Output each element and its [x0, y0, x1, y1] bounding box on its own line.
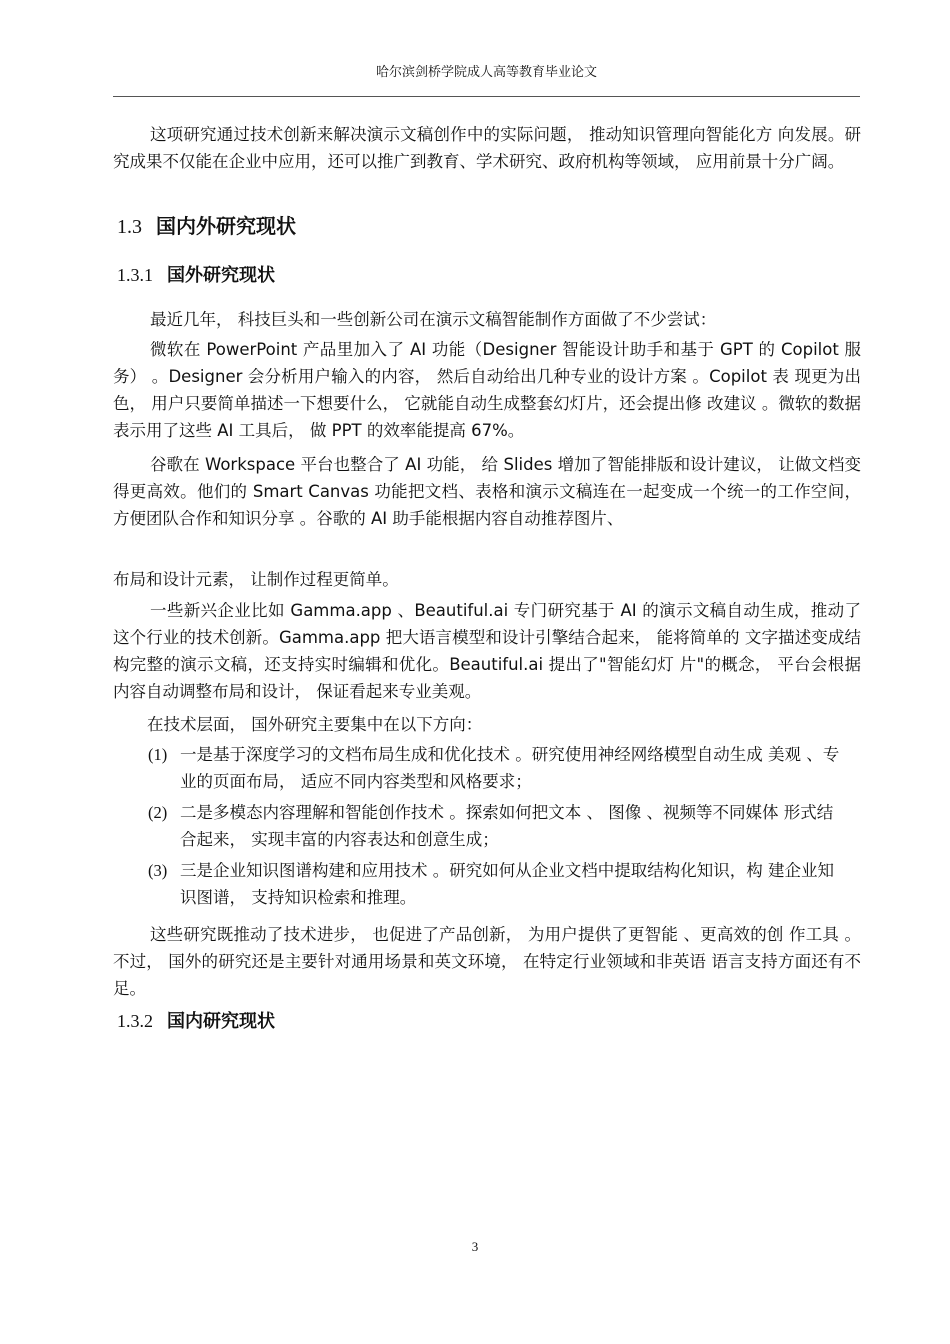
paragraph-google-continued: 布局和设计元素， 让制作过程更简单。 [113, 570, 399, 589]
subsection-heading-1-3-2 [117, 1007, 275, 1036]
list-item [148, 857, 848, 911]
list-item-text: 二是多模态内容理解和智能创作技术 。探索如何把文本 、 图像 、视频等不同媒体 形式结合起来， 实现丰富的内容表达和创意生成； [180, 803, 834, 849]
paragraph-tech-intro: 在技术层面， 国外研究主要集中在以下方向： [147, 715, 483, 734]
page-header: 哈尔滨剑桥学院成人高等教育毕业论文 [375, 65, 597, 80]
paragraph-microsoft: 微软在 PowerPoint 产品里加入了 AI 功能（Designer 智能设计助手和基于 GPT 的 Copilot 服务） 。Designer 会分析用户输入的内容， 然后自动给出几种专业的设计方案 。Copilot 表 现更为出色， 用户只要简单描述一下想要什么， 它就能自动生成整套幻灯片，还会提出修 改建议 。微软的数据表示用了这些 AI 工具后， 做 PPT 的效率能提高 67%。 [113, 340, 861, 440]
page-number: 3 [471, 1239, 479, 1254]
subsection-title: 国外研究现状 [167, 265, 275, 286]
list-item-number: (3) [148, 861, 168, 880]
paragraph-summary: 这些研究既推动了技术进步， 也促进了产品创新， 为用户提供了更智能 、更高效的创 作工具 。不过， 国外的研究还是主要针对通用场景和英文环境， 在特定行业领域和非英语 语言支持方面还有不足。 [113, 925, 861, 998]
list-item [148, 741, 848, 795]
intro-paragraph: 这项研究通过技术创新来解决演示文稿创作中的实际问题， 推动知识管理向智能化方 向发展。研究成果不仅能在企业中应用，还可以推广到教育、学术研究、政府机构等领域， 应用前景十分广阔。 [113, 125, 861, 171]
section-heading-1-3 [117, 211, 296, 242]
paragraph-recent: 最近几年， 科技巨头和一些创新公司在演示文稿智能制作方面做了不少尝试： [150, 310, 717, 329]
subsection-title: 国内研究现状 [167, 1011, 275, 1032]
list-item-text: 三是企业知识图谱构建和应用技术 。研究如何从企业文档中提取结构化知识，构 建企业知识图谱， 支持知识检索和推理。 [180, 861, 834, 907]
list-item [148, 799, 848, 853]
paragraph-startups: 一些新兴企业比如 Gamma.app 、Beautiful.ai 专门研究基于 AI 的演示文稿自动生成，推动了这个行业的技术创新。Gamma.app 把大语言模型和设计引擎结合起来， 能将简单的 文字描述变成结构完整的演示文稿，还支持实时编辑和优化。Beautiful.ai 提出了"智能幻灯 片"的概念， 平台会根据内容自动调整布局和设计， 保证看起来专业美观。 [113, 601, 861, 701]
list-item-number: (2) [148, 803, 168, 822]
subsection-heading-1-3-1 [117, 261, 275, 290]
header-rule [113, 96, 860, 97]
section-number: 1.3 [117, 216, 142, 238]
subsection-number: 1.3.1 [117, 265, 153, 285]
paragraph-google: 谷歌在 Workspace 平台也整合了 AI 功能， 给 Slides 增加了智能排版和设计建议， 让做文档变得更高效。他们的 Smart Canvas 功能把文档、表格和演示文稿连在一起变成一个统一的工作空间， 方便团队合作和知识分享 。谷歌的 AI 助手能根据内容自动推荐图片、 [113, 455, 861, 528]
list-item-text: 一是基于深度学习的文档布局生成和优化技术 。研究使用神经网络模型自动生成 美观 、专业的页面布局， 适应不同内容类型和风格要求； [180, 745, 840, 791]
list-item-number: (1) [148, 745, 168, 764]
subsection-number: 1.3.2 [117, 1011, 153, 1031]
section-title: 国内外研究现状 [156, 214, 296, 238]
